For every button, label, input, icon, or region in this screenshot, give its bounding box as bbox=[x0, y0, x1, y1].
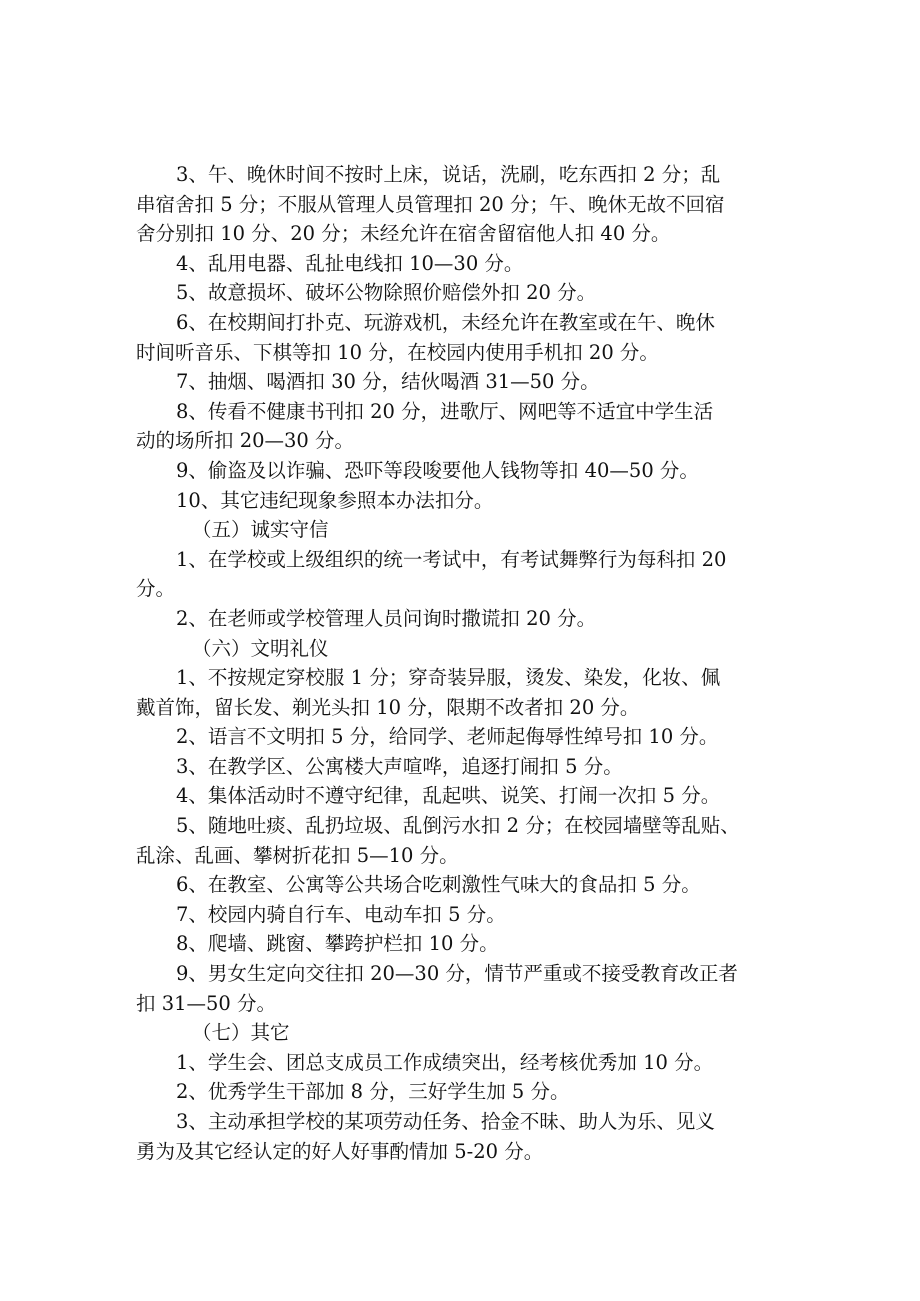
text-line: 1、在学校或上级组织的统一考试中，有考试舞弊行为每科扣 20 bbox=[176, 547, 727, 571]
text-line: 3、在教学区、公寓楼大声喧哗，追逐打闹扣 5 分。 bbox=[176, 754, 623, 778]
text-line: 4、集体活动时不遵守纪律，乱起哄、说笑、打闹一次扣 5 分。 bbox=[176, 784, 721, 808]
text-line: 分。 bbox=[136, 577, 176, 601]
text-line: 4、乱用电器、乱扯电线扣 10—30 分。 bbox=[176, 251, 524, 275]
text-line: 5、故意损坏、破坏公物除照价赔偿外扣 20 分。 bbox=[176, 281, 597, 305]
text-line: 3、午、晚休时间不按时上床，说话，洗刷，吃东西扣 2 分；乱 bbox=[176, 163, 721, 186]
text-line: 乱涂、乱画、攀树折花扣 5—10 分。 bbox=[136, 843, 459, 867]
text-line: 戴首饰，留长发、剃光头扣 10 分，限期不改者扣 20 分。 bbox=[136, 695, 640, 719]
text-line: 6、在教室、公寓等公共场合吃刺激性气味大的食品扣 5 分。 bbox=[176, 873, 701, 897]
document-page bbox=[136, 160, 800, 1166]
text-line: 3、主动承担学校的某项劳动任务、拾金不昧、助人为乐、见义 bbox=[176, 1110, 715, 1133]
text-line: 串宿舍扣 5 分；不服从管理人员管理扣 20 分；午、晚休无故不回宿 bbox=[136, 192, 725, 216]
text-line: 2、优秀学生干部加 8 分，三好学生加 5 分。 bbox=[176, 1080, 570, 1104]
text-line: 9、男女生定向交往扣 20—30 分，情节严重或不接受教育改正者 bbox=[176, 962, 738, 986]
text-line: 舍分别扣 10 分、20 分；未经允许在宿舍留宿他人扣 40 分。 bbox=[136, 222, 671, 246]
text-line: 勇为及其它经认定的好人好事酌情加 5-20 分。 bbox=[136, 1139, 544, 1163]
section-heading: （六）文明礼仪 bbox=[192, 636, 329, 660]
text-line: 5、随地吐痰、乱扔垃圾、乱倒污水扣 2 分；在校园墙壁等乱贴、 bbox=[176, 814, 740, 838]
text-line: 时间听音乐、下棋等扣 10 分，在校园内使用手机扣 20 分。 bbox=[136, 340, 659, 364]
text-line: 8、传看不健康书刊扣 20 分，进歌厅、网吧等不适宜中学生活 bbox=[176, 399, 714, 423]
text-line: 扣 31—50 分。 bbox=[136, 991, 277, 1015]
text-line: 2、在老师或学校管理人员问询时撒谎扣 20 分。 bbox=[176, 606, 597, 630]
text-line: 8、爬墙、跳窗、攀跨护栏扣 10 分。 bbox=[176, 932, 499, 956]
text-line: 7、抽烟、喝酒扣 30 分，结伙喝酒 31—50 分。 bbox=[176, 370, 600, 394]
text-line: 9、偷盗及以诈骗、恐吓等段唆要他人钱物等扣 40—50 分。 bbox=[176, 458, 699, 482]
text-line: 动的场所扣 20—30 分。 bbox=[136, 429, 355, 453]
text-line: 10、其它违纪现象参照本办法扣分。 bbox=[176, 488, 494, 512]
text-line: 6、在校期间打扑克、玩游戏机，未经允许在教室或在午、晚休 bbox=[176, 310, 715, 334]
section-heading: （七）其它 bbox=[192, 1021, 290, 1045]
text-line: 2、语言不文明扣 5 分，给同学、老师起侮辱性绰号扣 10 分。 bbox=[176, 725, 719, 749]
text-line: 7、校园内骑自行车、电动车扣 5 分。 bbox=[176, 902, 506, 926]
text-line: 1、学生会、团总支成员工作成绩突出，经考核优秀加 10 分。 bbox=[176, 1050, 714, 1074]
text-line: 1、不按规定穿校服 1 分；穿奇装异服，烫发、染发，化妆、佩 bbox=[176, 666, 721, 690]
section-heading: （五）诚实守信 bbox=[192, 518, 329, 542]
